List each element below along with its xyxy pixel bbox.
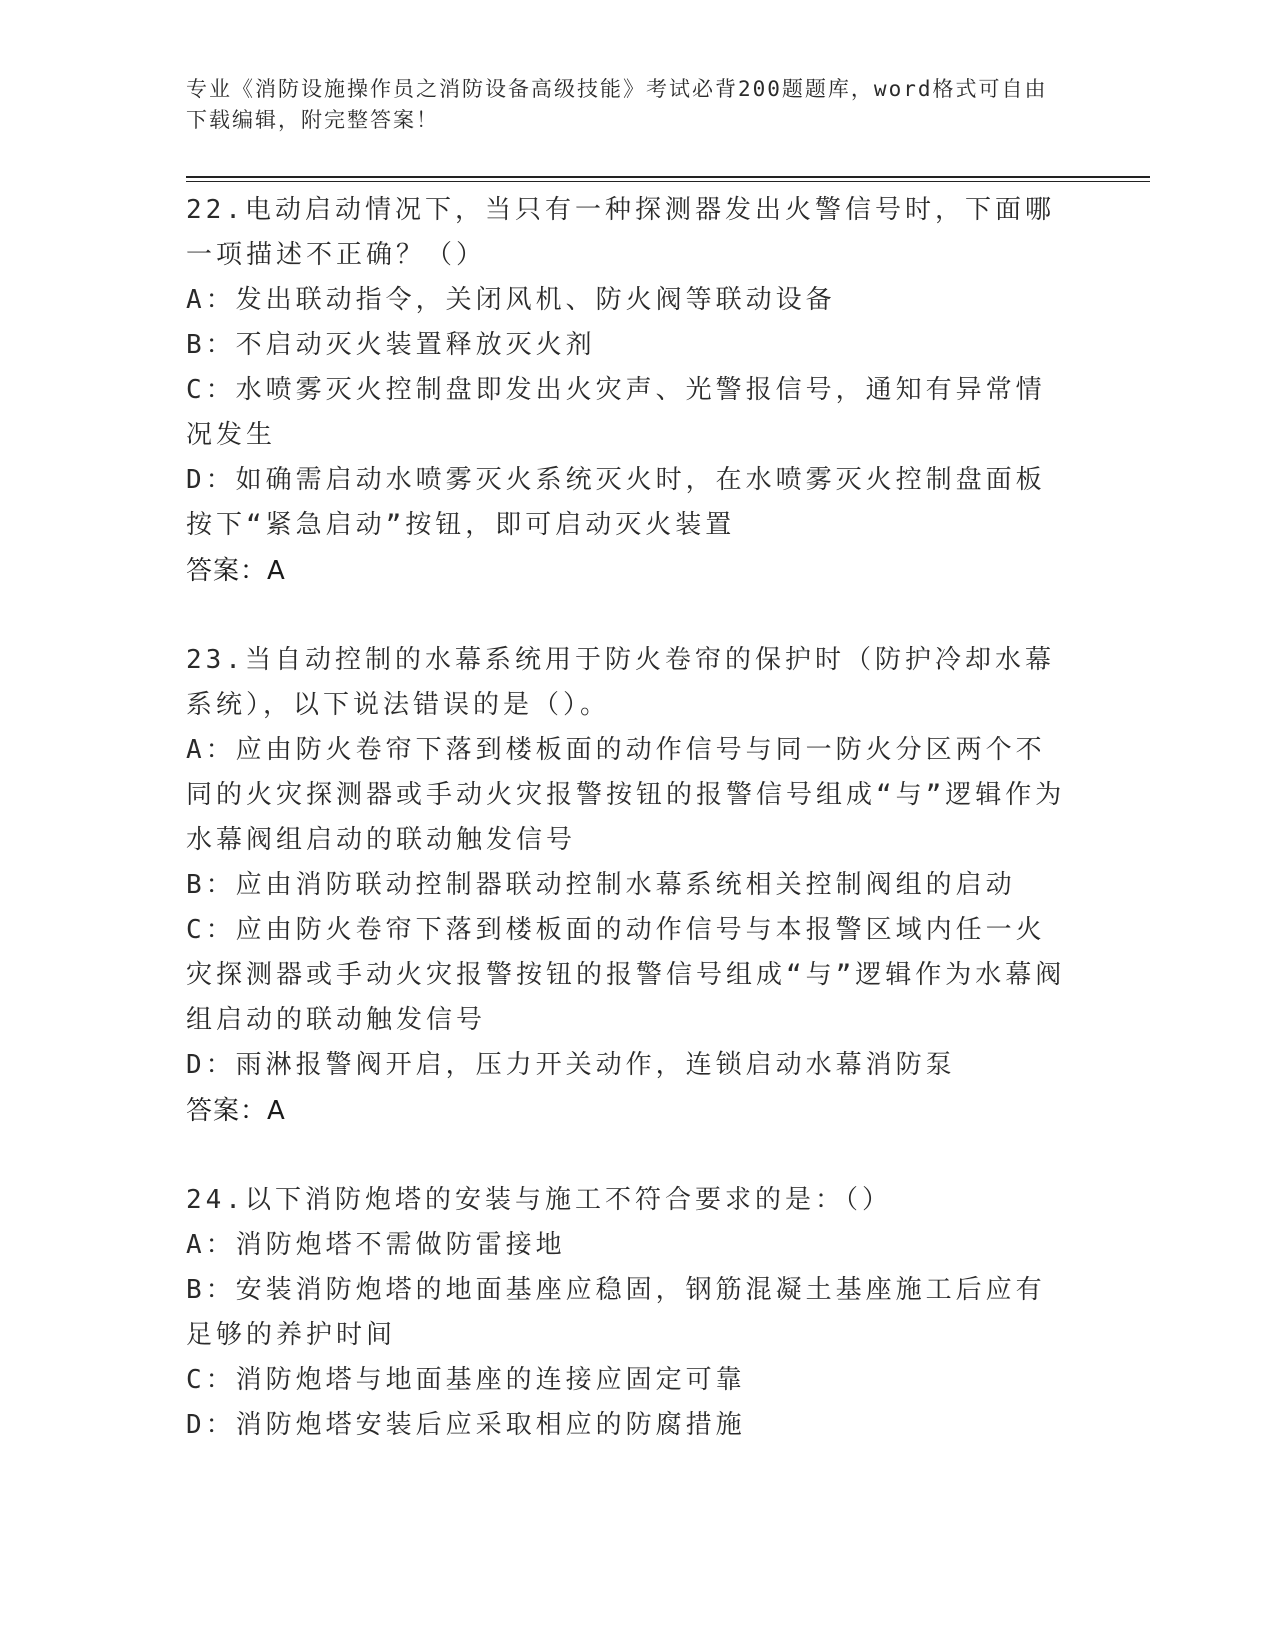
option-a: A：应由防火卷帘下落到楼板面的动作信号与同一防火分区两个不同的火灾探测器或手动火灾报警按钮的报警信号组成“与”逻辑作为水幕阀组启动的联动触发信号: [186, 735, 1066, 855]
option-c: C：消防炮塔与地面基座的连接应固定可靠: [186, 1365, 746, 1395]
questions-body: [186, 188, 1066, 1448]
question-22: [186, 188, 1066, 594]
question-spacer: [186, 1134, 1066, 1178]
header-divider-thick: [186, 176, 1150, 178]
option-a: A：发出联动指令，关闭风机、防火阀等联动设备: [186, 285, 836, 315]
question-24: [186, 1178, 1066, 1448]
question-stem: 24.以下消防炮塔的安装与施工不符合要求的是：（）: [186, 1185, 892, 1215]
answer-label: 答案：A: [186, 1096, 286, 1126]
answer-label: 答案：A: [186, 556, 286, 586]
option-d: D：消防炮塔安装后应采取相应的防腐措施: [186, 1410, 746, 1440]
option-b: B：应由消防联动控制器联动控制水幕系统相关控制阀组的启动: [186, 870, 1016, 900]
question-23: [186, 638, 1066, 1134]
header-title: 专业《消防设施操作员之消防设备高级技能》考试必背200题题库，word格式可自由下载编辑，附完整答案！: [186, 77, 1048, 132]
option-c: C：水喷雾灭火控制盘即发出火灾声、光警报信号，通知有异常情况发生: [186, 375, 1046, 450]
option-a: A：消防炮塔不需做防雷接地: [186, 1230, 566, 1260]
option-c: C：应由防火卷帘下落到楼板面的动作信号与本报警区域内任一火灾探测器或手动火灾报警按钮的报警信号组成“与”逻辑作为水幕阀组启动的联动触发信号: [186, 915, 1066, 1035]
option-b: B：安装消防炮塔的地面基座应稳固，钢筋混凝土基座施工后应有足够的养护时间: [186, 1275, 1046, 1350]
option-d: D：雨淋报警阀开启，压力开关动作，连锁启动水幕消防泵: [186, 1050, 956, 1080]
option-b: B：不启动灭火装置释放灭火剂: [186, 330, 596, 360]
document-header: [186, 74, 1066, 136]
option-d: D：如确需启动水喷雾灭火系统灭火时，在水喷雾灭火控制盘面板按下“紧急启动”按钮，即可启动灭火装置: [186, 465, 1046, 540]
header-divider-thin: [186, 181, 1150, 182]
question-stem: 22.电动启动情况下，当只有一种探测器发出火警信号时，下面哪一项描述不正确？（）: [186, 195, 1055, 270]
question-stem: 23.当自动控制的水幕系统用于防火卷帘的保护时（防护冷却水幕系统），以下说法错误的是（）。: [186, 645, 1055, 720]
question-spacer: [186, 594, 1066, 638]
